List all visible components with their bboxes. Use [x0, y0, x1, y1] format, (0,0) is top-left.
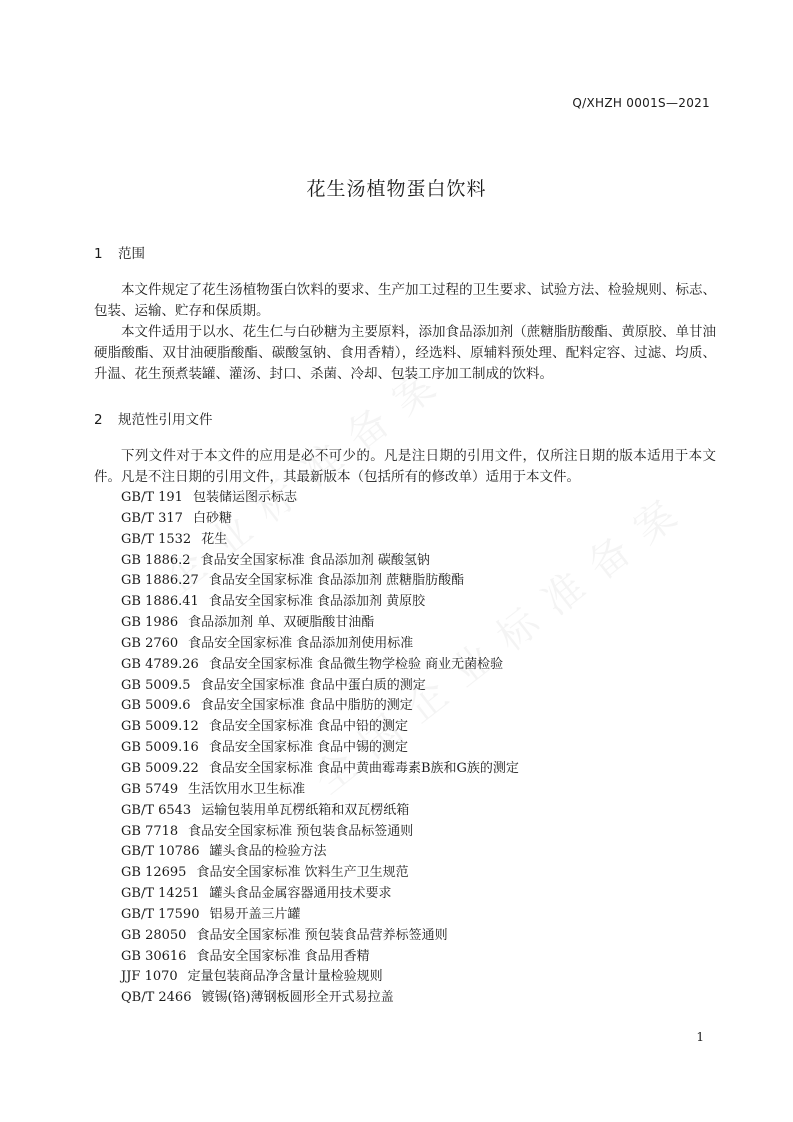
reference-code: GB/T 6543: [121, 802, 192, 818]
reference-code: GB/T 10786: [121, 844, 200, 860]
reference-code: GB 1886.27: [121, 573, 199, 589]
reference-item: [121, 884, 519, 905]
reference-item: [121, 634, 519, 655]
reference-code: JJF 1070: [121, 969, 178, 985]
reference-item: [121, 905, 519, 926]
reference-title: 食品安全国家标准 食品中锡的测定: [208, 740, 408, 756]
reference-code: GB/T 14251: [121, 886, 200, 902]
section-2-heading: [94, 408, 213, 428]
document-title: 花生汤植物蛋白饮料: [306, 178, 487, 200]
reference-item: [121, 780, 519, 801]
reference-code: GB/T 1532: [121, 531, 192, 547]
reference-item: [121, 696, 519, 717]
scope-paragraph-2: 本文件适用于以水、花生仁与白砂糖为主要原料，添加食品添加剂（蔗糖脂肪酸酯、黄原胶、单甘油硬脂酸酯、双甘油硬脂酸酯、碳酸氢钠、食用香精），经选料、原辅料预处理、配料定容、过滤、均质、升温、花生预煮装罐、灌汤、封口、杀菌、冷却、包装工序加工制成的饮料。: [94, 324, 716, 382]
reference-title: 花生: [201, 531, 228, 547]
reference-item: [121, 988, 519, 1009]
reference-item: [121, 801, 519, 822]
references-intro-paragraph: 下列文件对于本文件的应用是必不可少的。凡是注日期的引用文件，仅所注日期的版本适用于本文件。凡是不注日期的引用文件，其最新版本（包括所有的修改单）适用于本文件。: [94, 448, 716, 485]
reference-code: GB 5009.16: [121, 740, 199, 756]
reference-item: [121, 947, 519, 968]
reference-item: [121, 863, 519, 884]
standard-number: Q/XHZH 0001S—2021: [572, 96, 710, 110]
reference-title: 生活饮用水卫生标准: [188, 781, 306, 797]
reference-list: [121, 488, 519, 1009]
page-number: 1: [696, 1030, 704, 1044]
reference-item: [121, 509, 519, 530]
reference-title: 镀锡(铬)薄钢板圆形全开式易拉盖: [201, 990, 394, 1006]
section-2-number: 2: [94, 412, 103, 428]
reference-item: [121, 613, 519, 634]
reference-item: [121, 655, 519, 676]
reference-code: GB 28050: [121, 927, 187, 943]
reference-title: 食品安全国家标准 食品添加剂使用标准: [188, 635, 414, 651]
reference-title: 铝易开盖三片罐: [209, 906, 301, 922]
reference-code: GB 2760: [121, 635, 179, 651]
reference-title: 食品安全国家标准 食品中脂肪的测定: [200, 698, 413, 714]
reference-code: GB 1886.2: [121, 552, 191, 568]
section-1-title: 范围: [118, 246, 145, 262]
reference-code: QB/T 2466: [121, 990, 192, 1006]
section-2-title: 规范性引用文件: [118, 412, 213, 428]
reference-item: [121, 842, 519, 863]
reference-item: [121, 967, 519, 988]
reference-code: GB 5749: [121, 781, 179, 797]
reference-code: GB/T 317: [121, 510, 183, 526]
scope-paragraph-1: 本文件规定了花生汤植物蛋白饮料的要求、生产加工过程的卫生要求、试验方法、检验规则、标志、包装、运输、贮存和保质期。: [94, 282, 716, 319]
reference-title: 包装储运图示标志: [192, 490, 297, 505]
reference-title: 食品安全国家标准 食品用香精: [196, 948, 370, 964]
reference-item: [121, 551, 519, 572]
reference-title: 食品安全国家标准 食品中黄曲霉毒素B族和G族的测定: [208, 760, 519, 776]
reference-item: [121, 822, 519, 843]
reference-item: [121, 571, 519, 592]
reference-title: 罐头食品金属容器通用技术要求: [209, 886, 392, 902]
reference-title: 食品安全国家标准 食品添加剂 黄原胶: [208, 594, 426, 610]
reference-item: [121, 592, 519, 613]
reference-item: [121, 738, 519, 759]
reference-code: GB 5009.12: [121, 719, 199, 735]
section-1-number: 1: [94, 246, 103, 262]
reference-item: [121, 759, 519, 780]
reference-code: GB 1986: [121, 615, 179, 631]
reference-item: [121, 488, 519, 509]
reference-title: 食品安全国家标准 食品中蛋白质的测定: [200, 677, 426, 693]
reference-code: GB/T 191: [121, 490, 183, 505]
reference-title: 定量包装商品净含量计量检验规则: [187, 969, 383, 985]
reference-item: [121, 717, 519, 738]
reference-title: 食品安全国家标准 食品添加剂 蔗糖脂肪酸酯: [208, 573, 465, 589]
reference-title: 食品安全国家标准 饮料生产卫生规范: [196, 865, 409, 881]
reference-code: GB 5009.6: [121, 698, 191, 714]
reference-code: GB 7718: [121, 823, 179, 839]
reference-title: 食品安全国家标准 食品微生物学检验 商业无菌检验: [208, 656, 504, 672]
reference-title: 食品安全国家标准 食品中铅的测定: [208, 719, 408, 735]
reference-title: 运输包装用单瓦楞纸箱和双瓦楞纸箱: [201, 802, 410, 818]
reference-title: 白砂糖: [192, 510, 232, 526]
reference-title: 食品安全国家标准 预包装食品营养标签通则: [196, 927, 448, 943]
section-1-heading: [94, 242, 145, 262]
reference-item: [121, 676, 519, 697]
reference-title: 食品添加剂 单、双硬脂酸甘油酯: [188, 615, 375, 631]
reference-title: 食品安全国家标准 食品添加剂 碳酸氢钠: [200, 552, 430, 568]
reference-item: [121, 926, 519, 947]
reference-code: GB 1886.41: [121, 594, 199, 610]
reference-title: 罐头食品的检验方法: [209, 844, 327, 860]
reference-title: 食品安全国家标准 预包装食品标签通则: [188, 823, 414, 839]
reference-code: GB 5009.22: [121, 760, 199, 776]
reference-item: [121, 530, 519, 551]
reference-code: GB 5009.5: [121, 677, 191, 693]
reference-code: GB/T 17590: [121, 906, 200, 922]
reference-code: GB 30616: [121, 948, 187, 964]
reference-code: GB 4789.26: [121, 656, 199, 672]
reference-code: GB 12695: [121, 865, 187, 881]
